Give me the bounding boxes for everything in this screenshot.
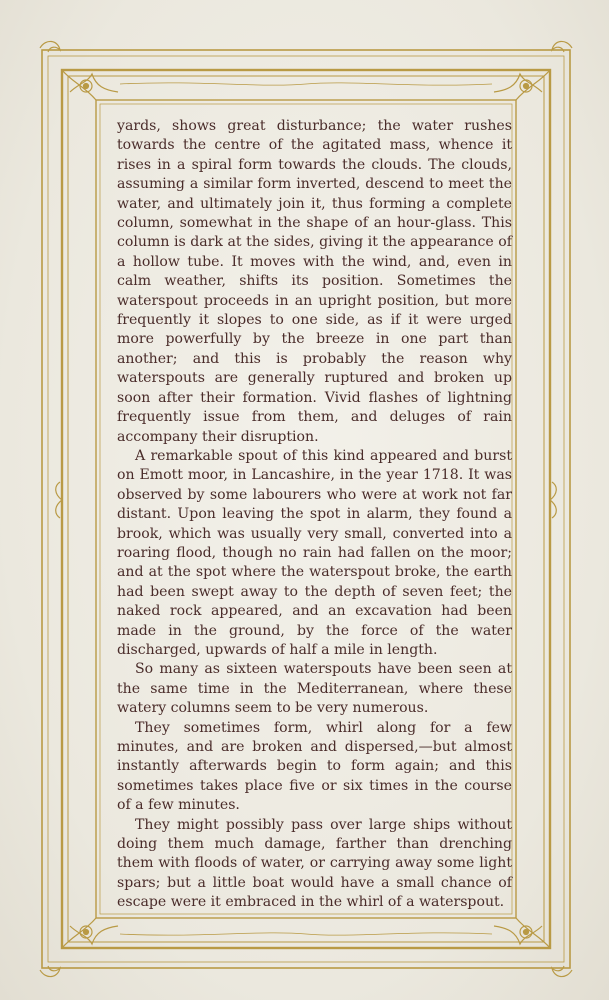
paragraph: They might possibly pass over large ships without doing them much damage, farther than drenching them with floods of water, or carrying away some light spars; but a little boat would have a small chance of escape were it embraced in the whirl of a waterspout. xyxy=(117,816,512,911)
paragraph: So many as sixteen waterspouts have been seen at the same time in the Mediterranean, where these watery columns seem to be very numerous. xyxy=(117,661,512,717)
paragraph: A remarkable spout of this kind appeared and burst on Emott moor, in Lancashire, in the year 1718. It was observed by some labourers who were at work not far distant. Upon leaving the spot in alarm, they found a brook, which was usually very small, converted into a roaring flood, though no rain had fallen on the moor; and at the spot where the waterspout broke, the earth had been swept away to the depth of seven feet; the naked rock appeared, and an excavation had been made in the ground, by the force of the water discharged, upwards of half a mile in length. xyxy=(117,447,512,658)
paragraph: yards, shows great disturbance; the water rushes towards the centre of the agitated mass, whence it rises in a spiral form towards the clouds. The clouds, assuming a similar form inverted, descend to meet the water, and ultimately join it, thus forming a complete column, somewhat in the shape of an hour-glass. This column is dark at the sides, giving it the appearance of a hollow tube. It moves with the wind, and, even in calm weather, shifts its position. Sometimes the waterspout proceeds in an upright position, but more frequently it slopes to one side, as if it were urged more powerfully by the breeze in one part than another; and this is probably the reason why waterspouts are generally ruptured and broken up soon after their formation. Vivid flashes of lightning frequently issue from them, and deluges of rain accompany their disruption. xyxy=(117,118,512,445)
page-text xyxy=(117,117,512,913)
paragraph: They sometimes form, whirl along for a few minutes, and are broken and dispersed,—but almost instantly afterwards begin to form again; and this sometimes takes place five or six times in the course of a few minutes. xyxy=(117,719,512,814)
